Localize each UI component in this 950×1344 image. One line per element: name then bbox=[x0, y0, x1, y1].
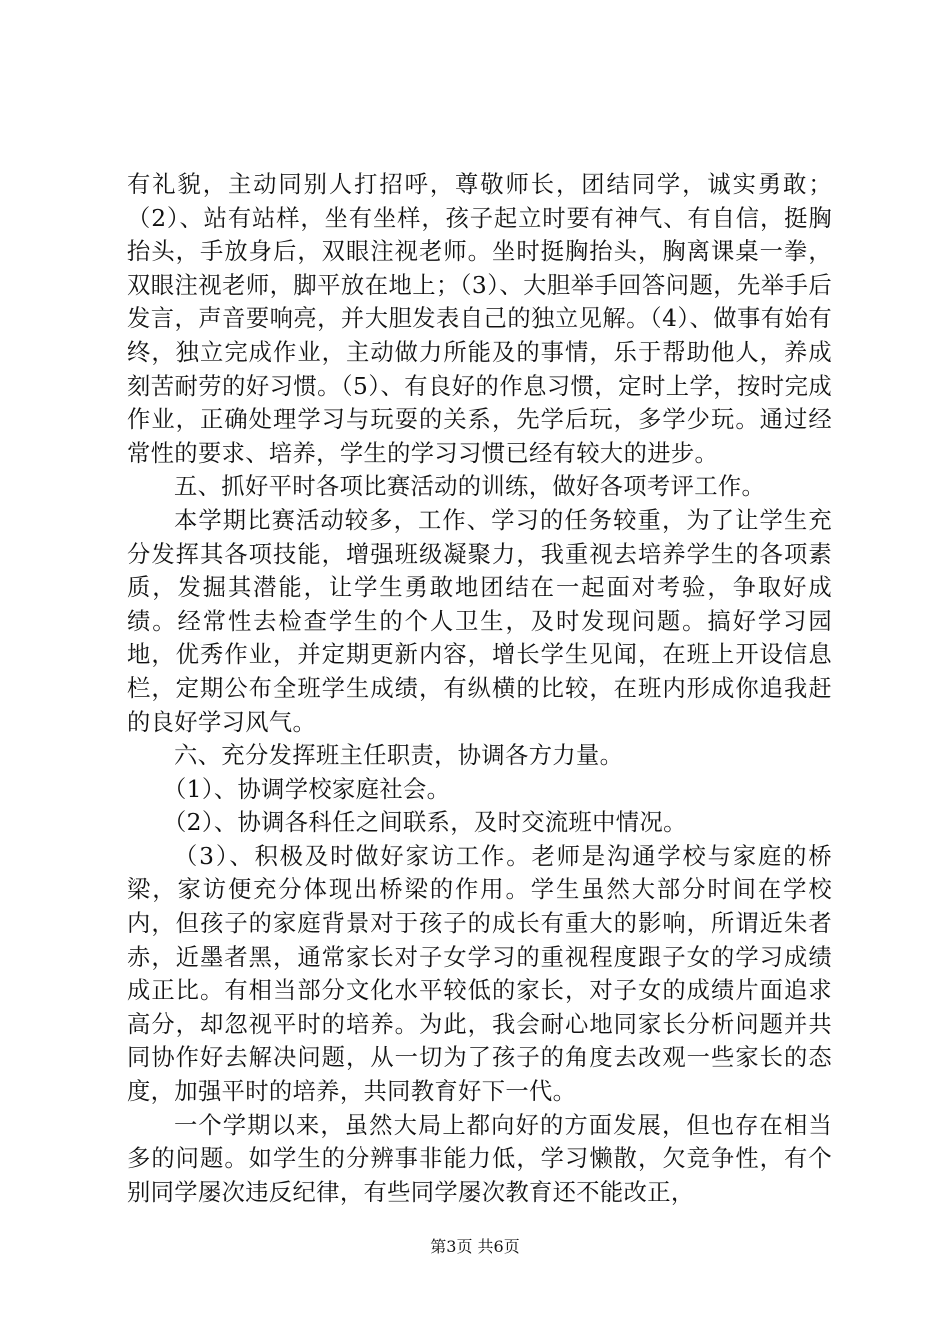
paragraph-habits: 有礼貌，主动同别人打招呼，尊敬师长，团结同学，诚实勇敢；（2）、站有站样，坐有坐样，孩子起立时要有神气、有自信，挺胸抬头，手放身后，双眼注视老师。坐时挺胸抬头，胸离课桌一拳，双眼注视老师，脚平放在地上；（3）、大胆举手回答问题，先举手后发言，声音要响亮，并大胆发表自己的独立见解。（4）、做事有始有终，独立完成作业，主动做力所能及的事情，乐于帮助他人，养成刻苦耐劳的好习惯。（5）、有良好的作息习惯，定时上学，按时完成作业，正确处理学习与玩耍的关系，先学后玩，多学少玩。通过经常性的要求、培养，学生的学习习惯已经有较大的进步。 bbox=[127, 171, 832, 467]
paragraph-competitions: 本学期比赛活动较多，工作、学习的任务较重，为了让学生充分发挥其各项技能，增强班级凝聚力，我重视去培养学生的各项素质，发掘其潜能，让学生勇敢地团结在一起面对考验，争取好成绩。经常性去检查学生的个人卫生，及时发现问题。搞好学习园地，优秀作业，并定期更新内容，增长学生见闻，在班上开设信息栏，定期公布全班学生成绩，有纵横的比较，在班内形成你追我赶的良好学习风气。 bbox=[127, 506, 832, 736]
paragraph-summary: 一个学期以来，虽然大局上都向好的方面发展，但也存在相当多的问题。如学生的分辨事非能力低，学习懒散，欠竞争性，有个别同学屡次违反纪律，有些同学屡次教育还不能改正， bbox=[127, 1111, 832, 1206]
list-item-2: （2）、协调各科任之间联系，及时交流班中情况。 bbox=[163, 809, 687, 837]
section-heading-six: 六、充分发挥班主任职责，协调各方力量。 bbox=[174, 742, 624, 770]
page-number-footer: 第3页 共6页 bbox=[430, 1237, 520, 1256]
list-item-3: （3）、积极及时做好家访工作。老师是沟通学校与家庭的桥梁，家访便充分体现出桥梁的作用。学生虽然大部分时间在学校内，但孩子的家庭背景对于孩子的成长有重大的影响，所谓近朱者赤，近墨者黑，通常家长对子女学习的重视程度跟子女的学习成绩成正比。有相当部分文化水平较低的家长，对子女的成绩片面追求高分，却忽视平时的培养。为此，我会耐心地同家长分析问题并共同协作好去解决问题，从一切为了孩子的角度去改观一些家长的态度，加强平时的培养，共同教育好下一代。 bbox=[127, 842, 832, 1106]
list-item-1: （1）、协调学校家庭社会。 bbox=[163, 775, 451, 803]
section-heading-five: 五、抓好平时各项比赛活动的训练，做好各项考评工作。 bbox=[174, 473, 766, 501]
document-body bbox=[127, 168, 832, 1209]
